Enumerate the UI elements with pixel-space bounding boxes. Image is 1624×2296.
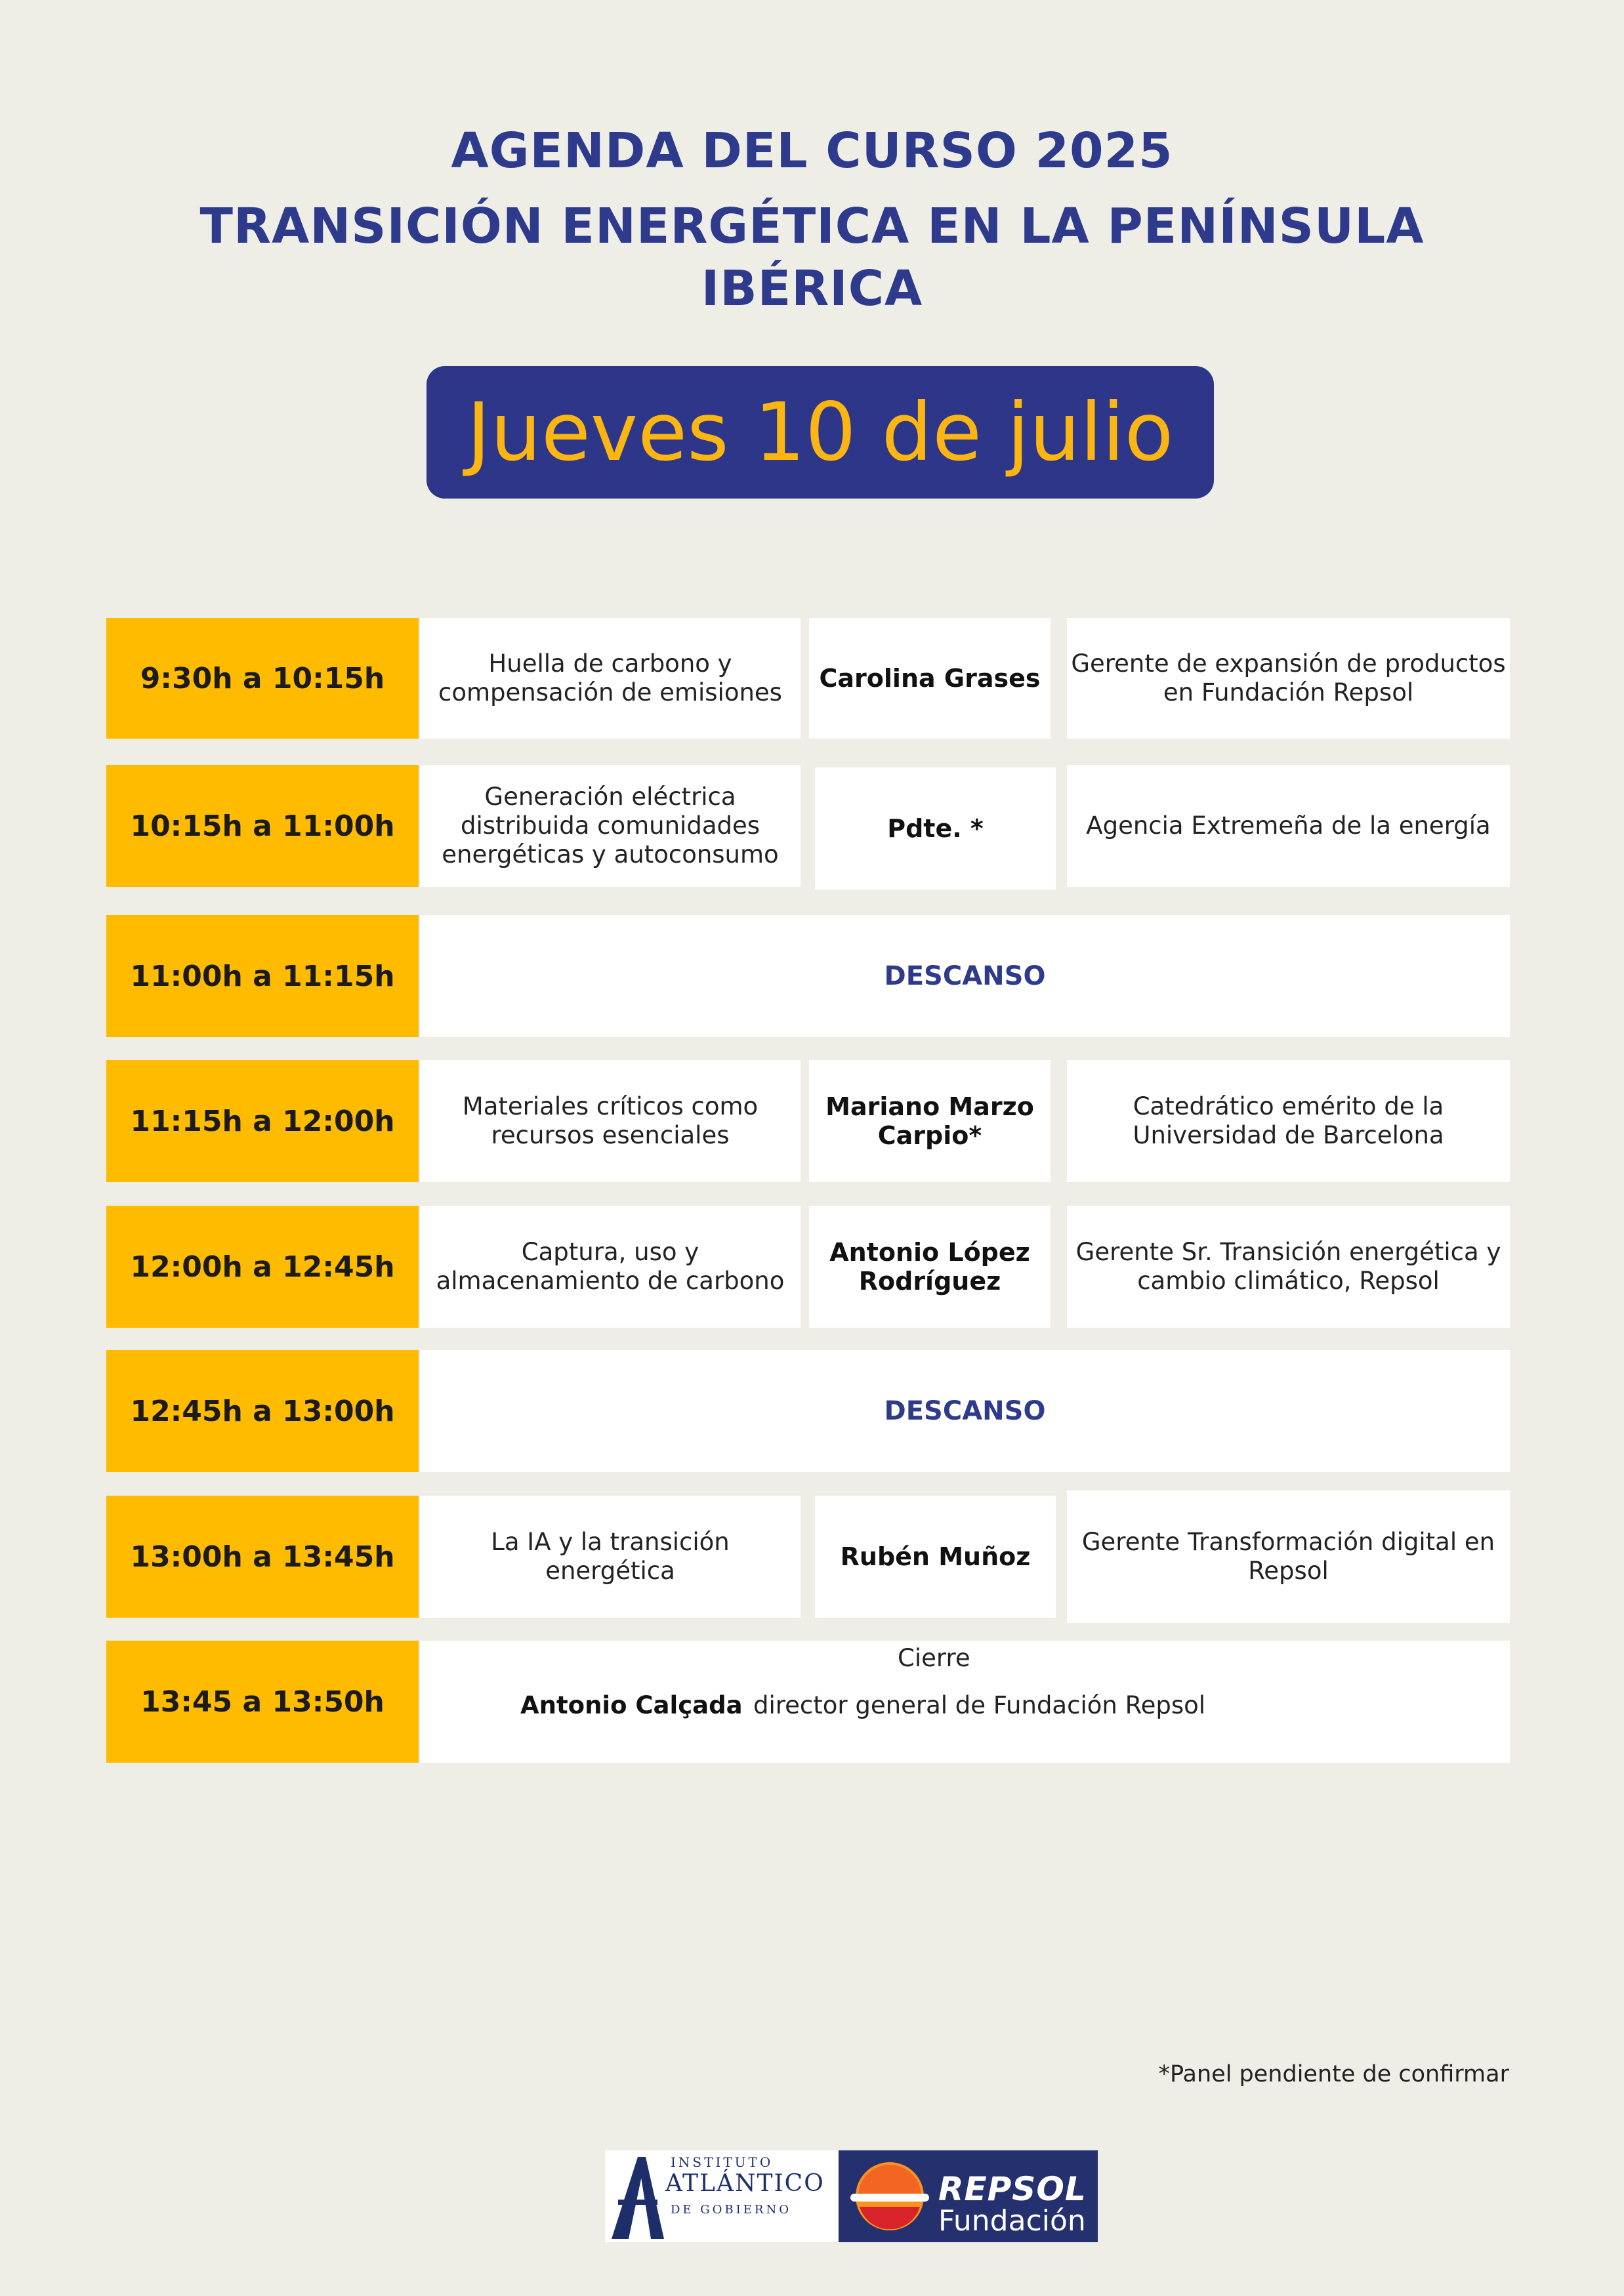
time-slot: 12:45h a 13:00h <box>106 1350 419 1472</box>
break-label: DESCANSO <box>420 915 1510 1037</box>
time-slot: 12:00h a 12:45h <box>106 1206 419 1328</box>
speaker-name: Pdte. * <box>815 768 1056 890</box>
speaker-name: Mariano Marzo Carpio* <box>809 1060 1051 1182</box>
time-slot: 11:15h a 12:00h <box>106 1060 419 1182</box>
speaker-role: Gerente Sr. Transición energética y cambio climático, Repsol <box>1067 1206 1510 1328</box>
session-topic: Huella de carbono y compensación de emisiones <box>420 618 801 739</box>
closing-label: Cierre <box>898 1644 970 1672</box>
speaker-name: Antonio López Rodríguez <box>809 1206 1051 1328</box>
session-topic: La IA y la transición energética <box>420 1496 801 1618</box>
date-banner: Jueves 10 de julio <box>427 366 1214 499</box>
time-slot: 9:30h a 10:15h <box>106 618 419 739</box>
footnote: *Panel pendiente de confirmar <box>1158 2061 1509 2087</box>
time-slot: 13:00h a 13:45h <box>106 1496 419 1618</box>
agenda-title: AGENDA DEL CURSO 2025 <box>451 123 1173 179</box>
time-slot: 10:15h a 11:00h <box>106 765 419 887</box>
fundacion-repsol-logo <box>839 2150 1098 2242</box>
speaker-role: Gerente Transformación digital en Repsol <box>1067 1490 1510 1623</box>
speaker-name: Carolina Grases <box>809 618 1051 739</box>
session-topic: Captura, uso y almacenamiento de carbono <box>420 1206 801 1328</box>
time-slot: 11:00h a 11:15h <box>106 915 419 1037</box>
repsol-subtitle: Fundación <box>938 2204 1086 2238</box>
instituto-atlantico-mark-icon <box>605 2150 671 2242</box>
institute-line2: ATLÁNTICO <box>665 2170 825 2197</box>
course-title-line1: TRANSICIÓN ENERGÉTICA EN LA PENÍNSULA <box>199 198 1425 255</box>
speaker-role: Gerente de expansión de productos en Fundación Repsol <box>1067 618 1510 739</box>
institute-line3: DE GOBIERNO <box>671 2203 791 2217</box>
instituto-atlantico-logo <box>605 2150 838 2242</box>
repsol-name: REPSOL <box>938 2170 1087 2208</box>
speaker-role: Agencia Extremeña de la energía <box>1067 765 1510 887</box>
break-label: DESCANSO <box>420 1350 1510 1472</box>
session-topic: Generación eléctrica distribuida comunidades energéticas y autoconsumo <box>420 765 801 887</box>
speaker-role: Catedrático emérito de la Universidad de Barcelona <box>1067 1060 1510 1182</box>
course-title-line2: IBÉRICA <box>701 260 923 317</box>
repsol-sun-icon <box>844 2150 936 2242</box>
time-slot: 13:45 a 13:50h <box>106 1641 419 1763</box>
institute-line1: INSTITUTO <box>671 2154 774 2170</box>
speaker-name: Rubén Muñoz <box>815 1496 1056 1618</box>
speaker-role: director general de Fundación Repsol <box>753 1691 1206 1719</box>
session-topic: Materiales críticos como recursos esenciales <box>420 1060 801 1182</box>
speaker-name: Antonio Calçada <box>520 1691 743 1719</box>
